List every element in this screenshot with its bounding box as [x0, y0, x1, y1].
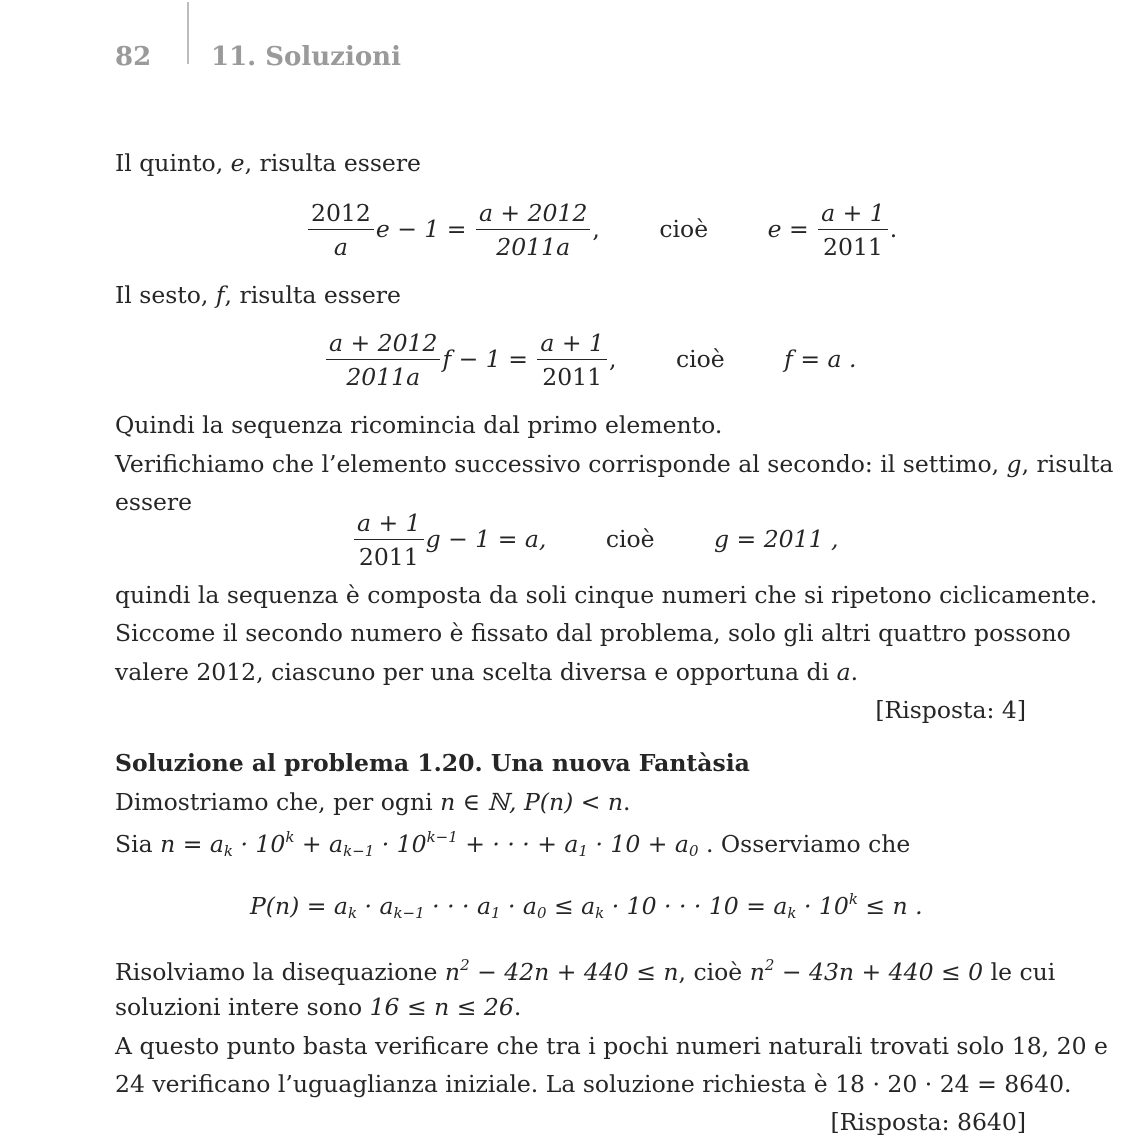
chapter-title: 11. Soluzioni [211, 42, 401, 72]
fraction: $\frac{a + 1}{2011}$ [537, 330, 607, 391]
header-divider [187, 2, 189, 64]
fraction: $\frac{a + 1}{2011}$ [354, 510, 424, 571]
fraction: $\frac{2012}{a}$ [308, 200, 374, 261]
paragraph-verifichiamo: Verifichiamo che l’elemento successivo corrisponde al secondo: il settimo, g, risulta [115, 450, 1114, 478]
paragraph-sesto: Il sesto, f, risulta essere [115, 281, 401, 309]
section-title: Soluzione al problema 1.20. Una nuova Fantàsia [115, 749, 750, 777]
paragraph-sia: Sia $n = a_k \cdot 10^k + a_{k-1} \cdot 10^{k-1}$ + · · · + $a_1 \cdot 10 + a_0$ . Osserviamo che [115, 828, 911, 860]
paragraph-risolviamo: Risolviamo la disequazione $n^2 - 42n + 440 \le n$, cioè $n^2 - 43n + 440 \le 0$ le cui [115, 956, 1056, 986]
paragraph-cinque: quindi la sequenza è composta da soli cinque numeri che si ripetono ciclicamente. [115, 581, 1098, 609]
fraction: $\frac{a + 2012}{2011a}$ [476, 200, 590, 261]
page-number: 82 [115, 42, 152, 72]
equation-f: $\frac{a + 2012}{2011a}$ f − 1 = $\frac{a + 1}{2011}$ , cioè f = a . [324, 330, 856, 391]
paragraph-quindi: Quindi la sequenza ricomincia dal primo elemento. [115, 411, 723, 439]
fraction: $\frac{a + 2012}{2011a}$ [326, 330, 440, 391]
paragraph-valere: valere 2012, ciascuno per una scelta diversa e opportuna di a. [115, 658, 859, 686]
paragraph-a-questo: A questo punto basta verificare che tra i pochi numeri naturali trovati solo 18, 20 e [115, 1032, 1108, 1060]
equation-pn: $P(n) = a_k \cdot a_{k-1}$ · · · $a_1 \cdot a_0 \le a_k \cdot 10$ · · · $10 = a_k \cdot 10^k \le n$ . [250, 890, 923, 922]
equation-g: $\frac{a + 1}{2011}$ g − 1 = a, cioè g = 2011 , [352, 510, 838, 571]
answer-box: [Risposta: 8640] [830, 1108, 1026, 1136]
fraction: $\frac{a + 1}{2011}$ [818, 200, 888, 261]
paragraph-24: 24 verificano l’uguaglianza iniziale. La soluzione richiesta è 18 · 20 · 24 = 8640. [115, 1070, 1072, 1098]
paragraph-soluzioni: soluzioni intere sono 16 ≤ n ≤ 26. [115, 993, 522, 1021]
answer-box: [Risposta: 4] [875, 696, 1026, 724]
paragraph-dimostriamo: Dimostriamo che, per ogni n ∈ ℕ, P(n) < n. [115, 788, 631, 816]
paragraph-siccome: Siccome il secondo numero è fissato dal problema, solo gli altri quattro possono [115, 619, 1071, 647]
equation-e: $\frac{2012}{a}$ e − 1 = $\frac{a + 2012}{2011a}$ , cioè e = $\frac{a + 1}{2011}$ . [306, 200, 897, 261]
paragraph-quinto: Il quinto, e, risulta essere [115, 149, 421, 177]
paragraph-essere: essere [115, 488, 193, 516]
